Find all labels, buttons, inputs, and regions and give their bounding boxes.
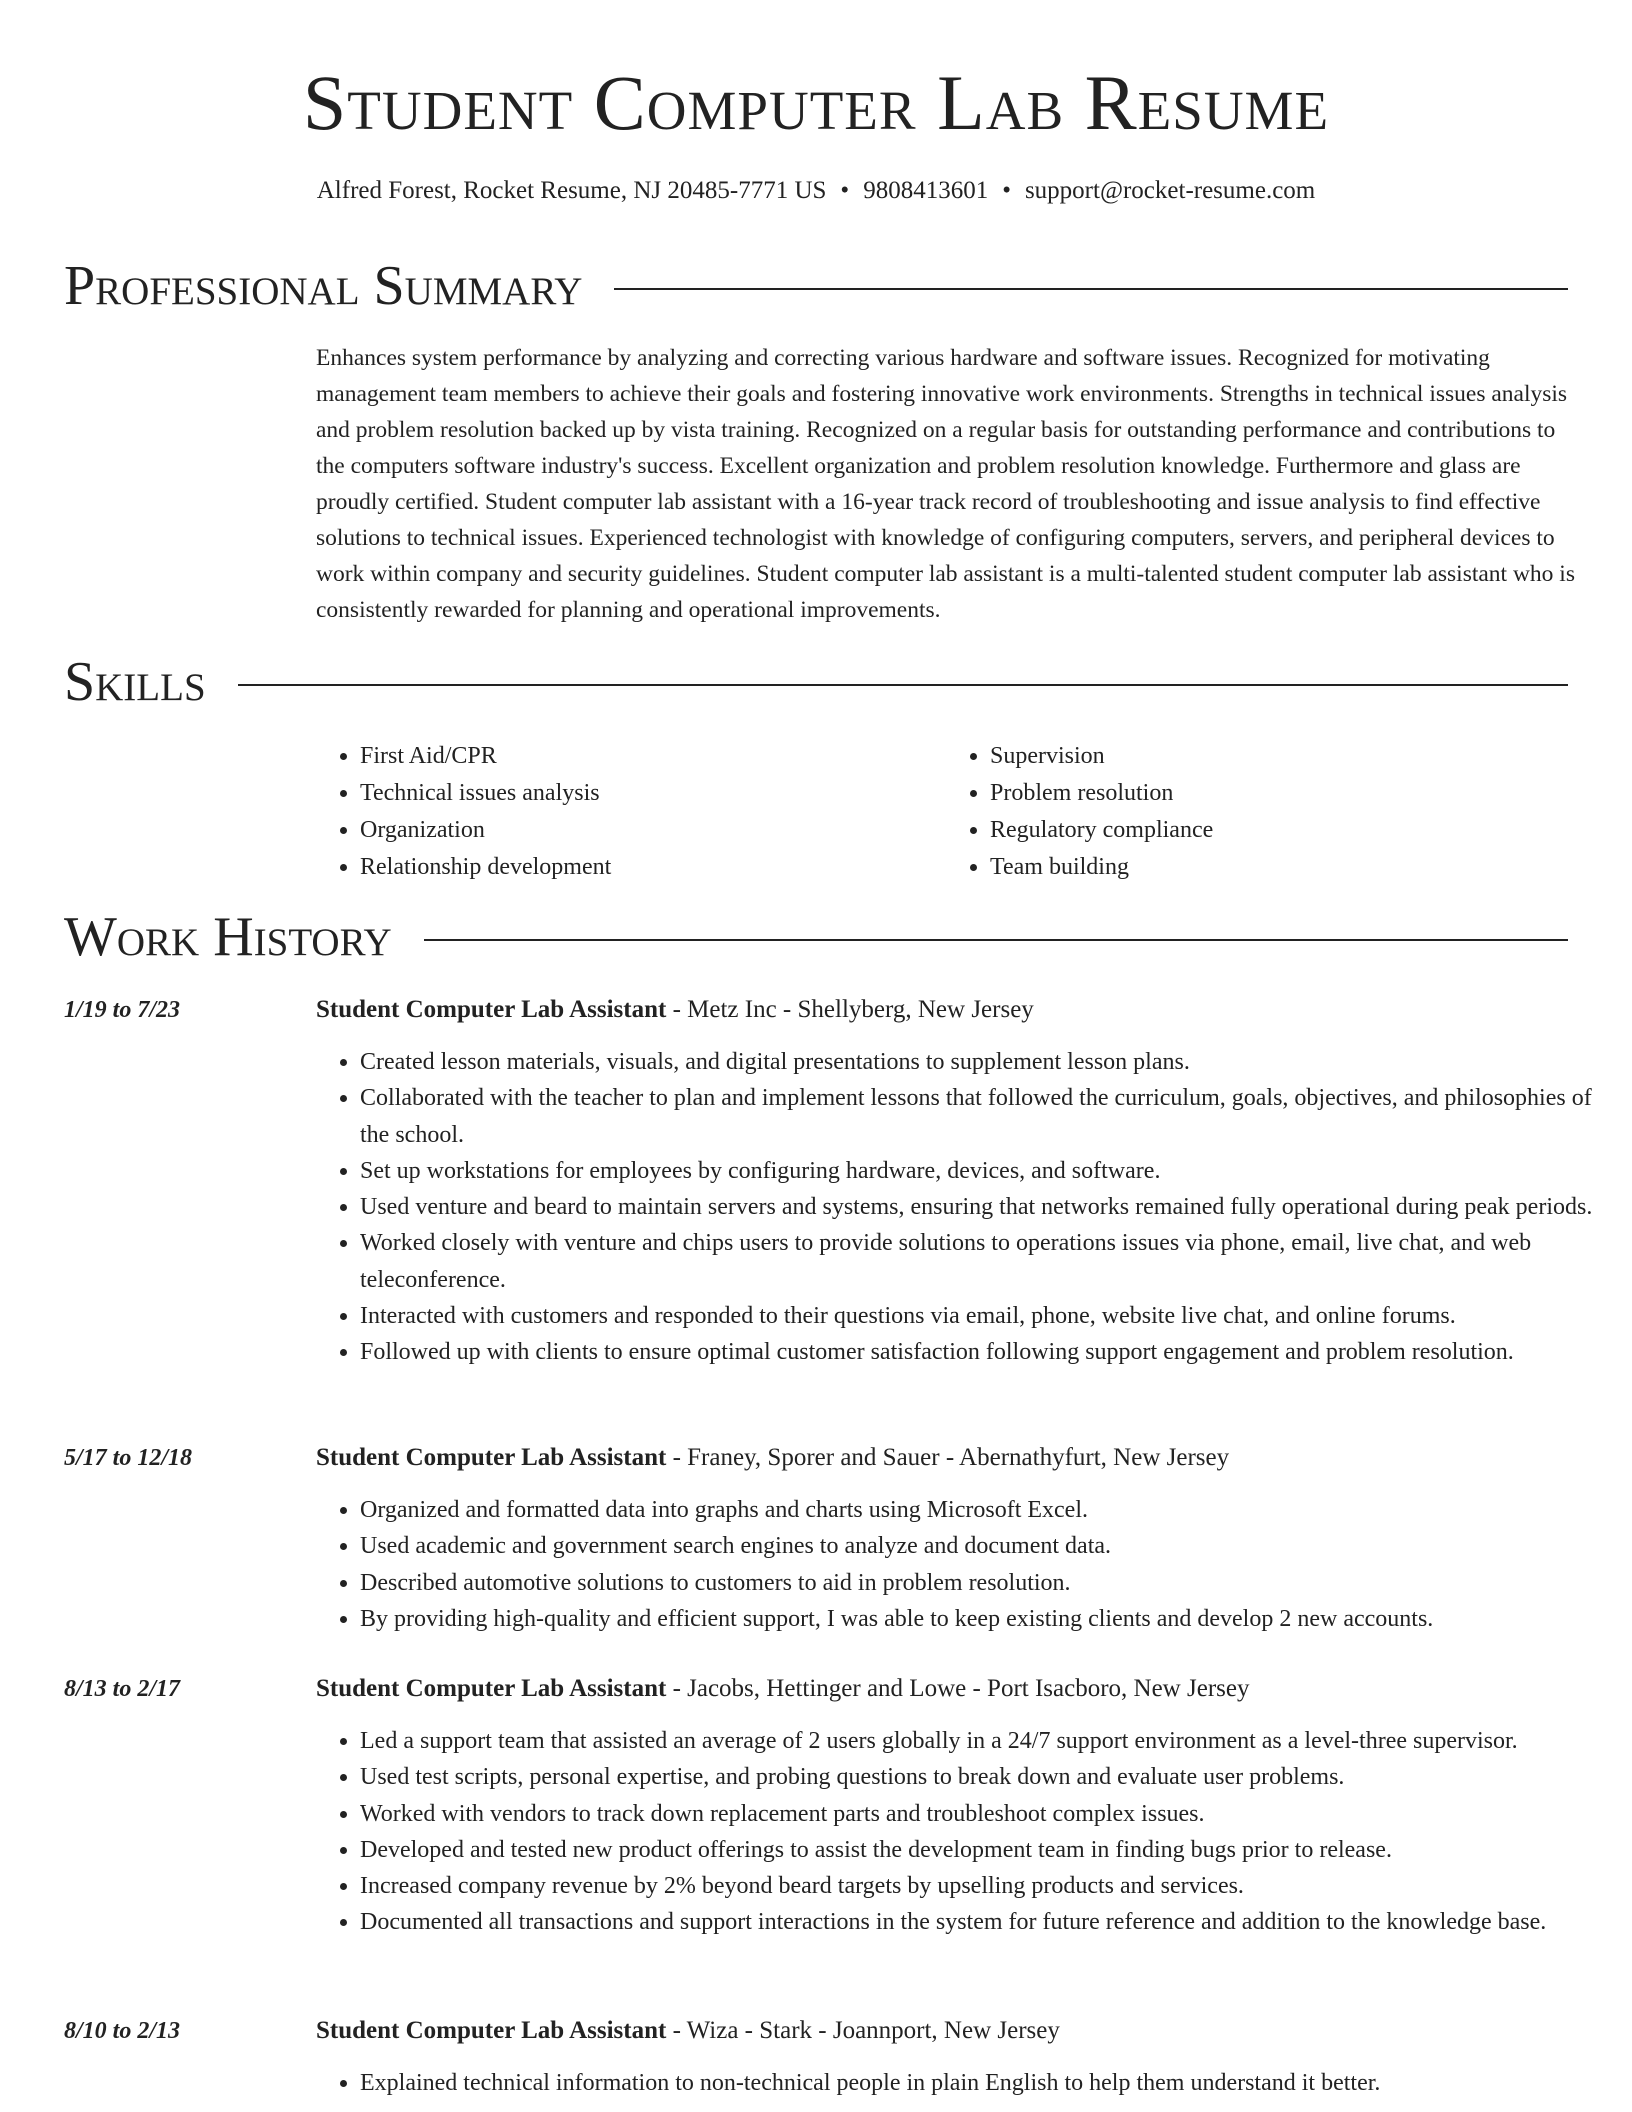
job-bullet: • Set up workstations for employees by configuring hardware, devices, and software. (360, 1153, 1620, 1189)
job-heading (316, 1671, 1249, 1707)
work-section-header (64, 905, 1568, 969)
job-dates: 8/10 to 2/13 (64, 2018, 181, 2044)
contact-phone: 9808413601 (863, 177, 989, 204)
summary-text: Enhances system performance by analyzing and correcting various hardware and software issues. Recognized for motivating management team members to achieve their goals and fostering innovative work environments. Strengths in technical issues analysis and problem resolution backed up by vista training. Recognized on a regular basis for outstanding performance and contributions to the computers software industry's success. Excellent organization and problem resolution knowledge. Furthermore and glass are proudly certified. Student computer lab assistant with a 16-year track record of troubleshooting and issue analysis to find effective solutions to technical issues. Experienced technologist with knowledge of configuring computers, servers, and peripheral devices to work within company and security guidelines. Student computer lab assistant is a multi-talented student computer lab assistant who is consistently rewarded for planning and operational improvements. (316, 345, 1575, 623)
job-bullet: • Organized and formatted data into graphs and charts using Microsoft Excel. (360, 1492, 1620, 1528)
work-heading: Work History (64, 906, 392, 968)
skills-column-left (316, 738, 946, 886)
skill-item: • Relationship development (360, 849, 946, 886)
job-bullet: • Used academic and government search engines to analyze and document data. (360, 1528, 1620, 1564)
job-title: Student Computer Lab Assistant (316, 2017, 667, 2044)
summary-heading: Professional Summary (64, 255, 583, 317)
skill-item: • Technical issues analysis (360, 775, 946, 812)
job-bullet: • Documented all transactions and support interactions in the system for future reference and addition to the knowledge base. (360, 1904, 1620, 1940)
job-employer: - Metz Inc - Shellyberg, New Jersey (666, 996, 1034, 1023)
job-employer: - Jacobs, Hettinger and Lowe - Port Isacboro, New Jersey (666, 1675, 1250, 1702)
job-bullet: • Worked closely with venture and chips users to provide solutions to operations issues via phone, email, live chat, and web teleconference. (360, 1225, 1620, 1298)
job-employer: - Wiza - Stark - Joannport, New Jersey (666, 2017, 1060, 2044)
contact-address: Alfred Forest, Rocket Resume, NJ 20485-7771 US (316, 177, 827, 204)
resume-title: Student Computer Lab Resume (302, 59, 1330, 146)
job-bullet: • Explained technical information to non-technical people in plain English to help them understand it better. (360, 2065, 1620, 2101)
section-divider (614, 288, 1568, 290)
job-bullets (316, 2065, 1620, 2101)
skill-item: • Team building (990, 849, 1576, 886)
job-title: Student Computer Lab Assistant (316, 1675, 667, 1702)
job-title: Student Computer Lab Assistant (316, 1444, 667, 1471)
job-bullet: • Increased company revenue by 2% beyond beard targets by upselling products and services. (360, 1868, 1620, 1904)
job-bullets (316, 1723, 1620, 1941)
job-heading (316, 2013, 1060, 2049)
skill-item: • Regulatory compliance (990, 812, 1576, 849)
skill-item: • Organization (360, 812, 946, 849)
job-dates: 5/17 to 12/18 (64, 1445, 193, 1471)
job-bullet: • Interacted with customers and responded to their questions via email, phone, website live chat, and online forums. (360, 1298, 1620, 1334)
contact-line (0, 175, 1632, 207)
job-bullet: • Used test scripts, personal expertise, and probing questions to break down and evaluate user problems. (360, 1759, 1620, 1795)
contact-separator: • (840, 177, 850, 204)
job-bullets (316, 1044, 1620, 1371)
skills-list (316, 738, 1576, 886)
skills-column-right (946, 738, 1576, 886)
job-bullet: • Developed and tested new product offerings to assist the development team in finding bugs prior to release. (360, 1832, 1620, 1868)
job-bullet: • Collaborated with the teacher to plan and implement lessons that followed the curriculum, goals, objectives, and philosophies of the school. (360, 1080, 1620, 1153)
summary-section-header (64, 254, 1568, 318)
job-bullet: • Followed up with clients to ensure optimal customer satisfaction following support engagement and problem resolution. (360, 1334, 1620, 1370)
job-bullet: • By providing high-quality and efficient support, I was able to keep existing clients and develop 2 new accounts. (360, 1601, 1620, 1637)
job-bullet: • Led a support team that assisted an average of 2 users globally in a 24/7 support environment as a level-three supervisor. (360, 1723, 1620, 1759)
job-heading (316, 992, 1034, 1028)
job-bullet: • Described automotive solutions to customers to aid in problem resolution. (360, 1565, 1620, 1601)
skill-item: • Problem resolution (990, 775, 1576, 812)
skill-item: • First Aid/CPR (360, 738, 946, 775)
section-divider (238, 684, 1568, 686)
skills-heading: Skills (64, 651, 206, 713)
contact-separator: • (1002, 177, 1011, 204)
job-bullet: • Worked with vendors to track down replacement parts and troubleshoot complex issues. (360, 1796, 1620, 1832)
job-bullet: • Created lesson materials, visuals, and digital presentations to supplement lesson plans. (360, 1044, 1620, 1080)
job-bullet: • Used venture and beard to maintain servers and systems, ensuring that networks remained fully operational during peak periods. (360, 1189, 1620, 1225)
section-divider (424, 939, 1568, 941)
job-heading (316, 1440, 1229, 1476)
job-dates: 8/13 to 2/17 (64, 1676, 181, 1702)
job-title: Student Computer Lab Assistant (316, 996, 667, 1023)
skill-item: • Supervision (990, 738, 1576, 775)
job-bullets (316, 1492, 1620, 1637)
skills-section-header (64, 650, 1568, 714)
job-dates: 1/19 to 7/23 (64, 997, 181, 1023)
job-employer: - Franey, Sporer and Sauer - Abernathyfurt, New Jersey (666, 1444, 1230, 1471)
contact-email: support@rocket-resume.com (1024, 177, 1316, 204)
